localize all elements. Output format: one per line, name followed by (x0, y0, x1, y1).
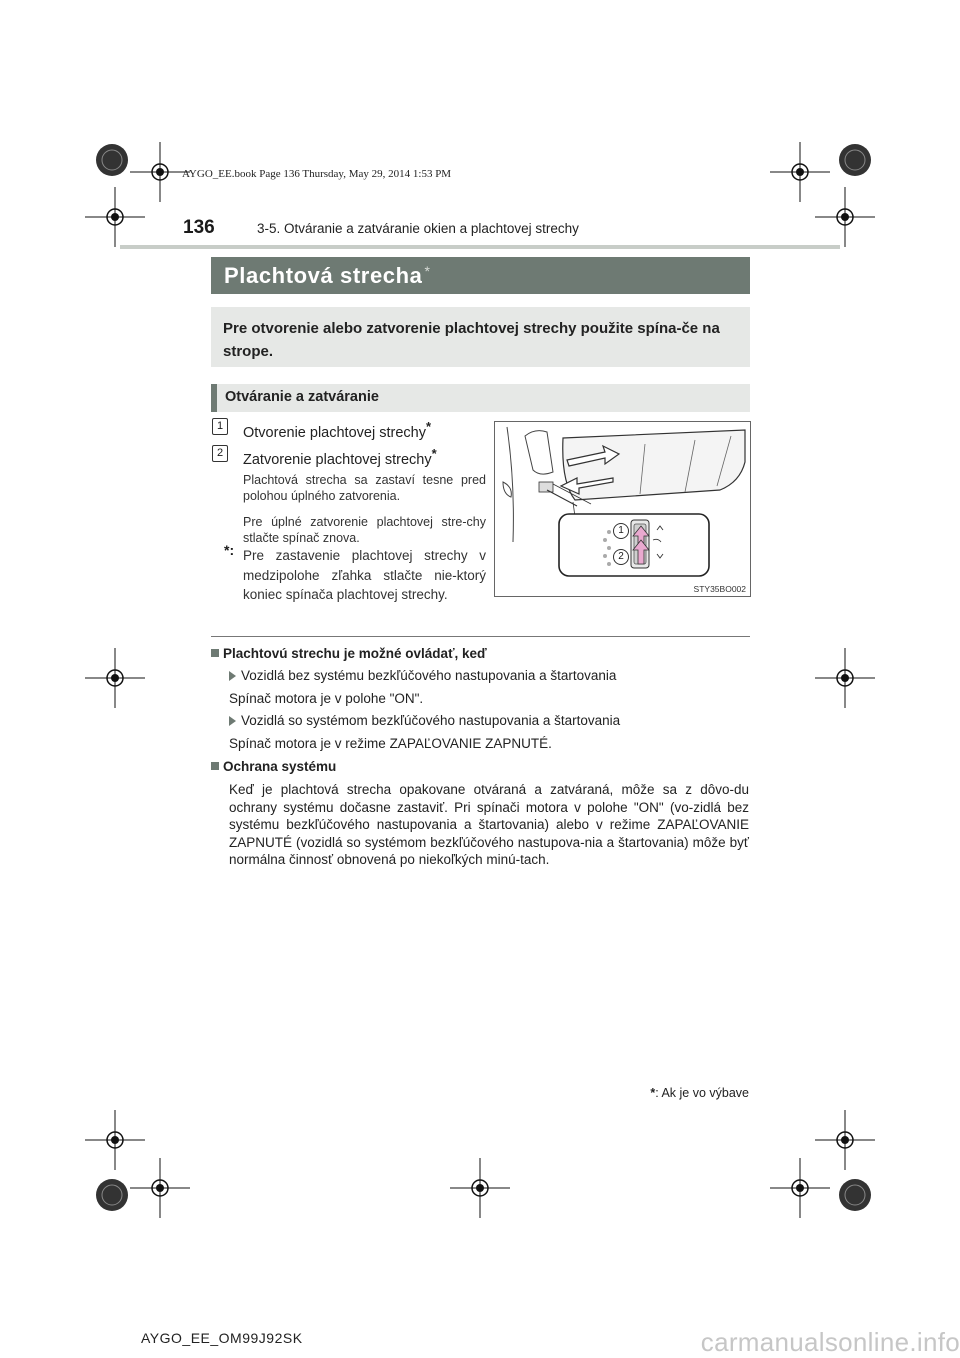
registration-target-icon (85, 187, 145, 247)
subsection-title: Otváranie a zatváranie (225, 389, 379, 405)
operation-heading: Plachtovú strechu je možné ovládať, keď (211, 646, 487, 661)
footer-code: AYGO_EE_OM99J92SK (141, 1330, 303, 1346)
footnote: *: Ak je vo výbave (650, 1086, 749, 1100)
figure-callout-2: 2 (613, 549, 629, 565)
item-label-2: Zatvorenie plachtovej strechy* (243, 446, 437, 468)
registration-target-icon (815, 187, 875, 247)
condition-state-2: Spínač motora je v režime ZAPAĽOVANIE ZAPNUTÉ. (229, 736, 552, 751)
star-note-text: Pre zastavenie plachtovej strechy v medzipolohe zľahka stlačte nie-ktorý koniec spínača plachtovej strechy. (243, 548, 486, 602)
star-note-mark: *: (224, 542, 235, 558)
page-number: 136 (183, 217, 215, 238)
triangle-bullet-icon (229, 716, 236, 726)
item2-detail-2: Pre úplné zatvorenie plachtovej stre-chy stlačte spínač znova. (243, 515, 486, 545)
section-title (224, 263, 431, 289)
protection-heading: Ochrana systému (211, 759, 336, 774)
condition-vehicle-1: Vozidlá bez systému bezkľúčového nastupovania a štartovania (229, 668, 616, 683)
roof-switch-illustration (495, 422, 750, 596)
optional-mark: * (424, 263, 431, 279)
condition-vehicle-2: Vozidlá so systémom bezkľúčového nastupovania a štartovania (229, 713, 620, 728)
bullet-square-icon (211, 649, 219, 657)
item-number-1: 1 (212, 418, 228, 435)
crop-mark-bottom-right-solid (825, 1165, 885, 1225)
registration-target-icon (130, 1158, 190, 1218)
figure-callout-1: 1 (613, 523, 629, 539)
section-title-bar (211, 257, 750, 294)
registration-target-icon (770, 1158, 830, 1218)
section-title-text: Plachtová strecha (224, 263, 423, 288)
intro-box (211, 307, 750, 367)
crop-mark-top-right-solid (825, 130, 885, 190)
section-divider (211, 636, 750, 637)
item-number-2: 2 (212, 445, 228, 462)
bullet-square-icon (211, 762, 219, 770)
subsection-bar (211, 384, 750, 412)
protection-text: Keď je plachtová strecha opakovane otváraná a zatváraná, môže sa z dôvo-du ochrany systému dočasne zastaviť. Pri spínači motora v polohe "ON" (vo-zidlá bez systému bezkľúčového nastupovania a štartovania) alebo v režime ZAPAĽOVANIE ZAPNUTÉ (vozidlá so systémom bezkľúčového nastupova-nia a štartovania) môže byť normálna činnosť obnovená po niekoľkých minú-tach. (229, 782, 749, 867)
running-head: 3-5. Otváranie a zatváranie okien a plachtovej strechy (257, 221, 579, 236)
registration-target-icon (450, 1158, 510, 1218)
registration-target-icon (85, 648, 145, 708)
item2-detail-1: Plachtová strecha sa zastaví tesne pred polohou úplného zatvorenia. (243, 473, 486, 503)
roof-switch-figure (494, 421, 751, 597)
condition-state-1: Spínač motora je v polohe "ON". (229, 691, 424, 706)
triangle-bullet-icon (229, 671, 236, 681)
watermark: carmanualsonline.info (700, 1327, 960, 1357)
figure-code: STY35BO002 (693, 584, 746, 594)
subsection-accent (211, 384, 217, 412)
item-label-1: Otvorenie plachtovej strechy* (243, 419, 432, 441)
registration-target-icon (815, 648, 875, 708)
intro-text: Pre otvorenie alebo zatvorenie plachtovej strechy použite spína-če na strope. (223, 320, 720, 360)
book-stamp: AYGO_EE.book Page 136 Thursday, May 29, 2014 1:53 PM (182, 168, 452, 180)
header-rule (120, 245, 840, 249)
